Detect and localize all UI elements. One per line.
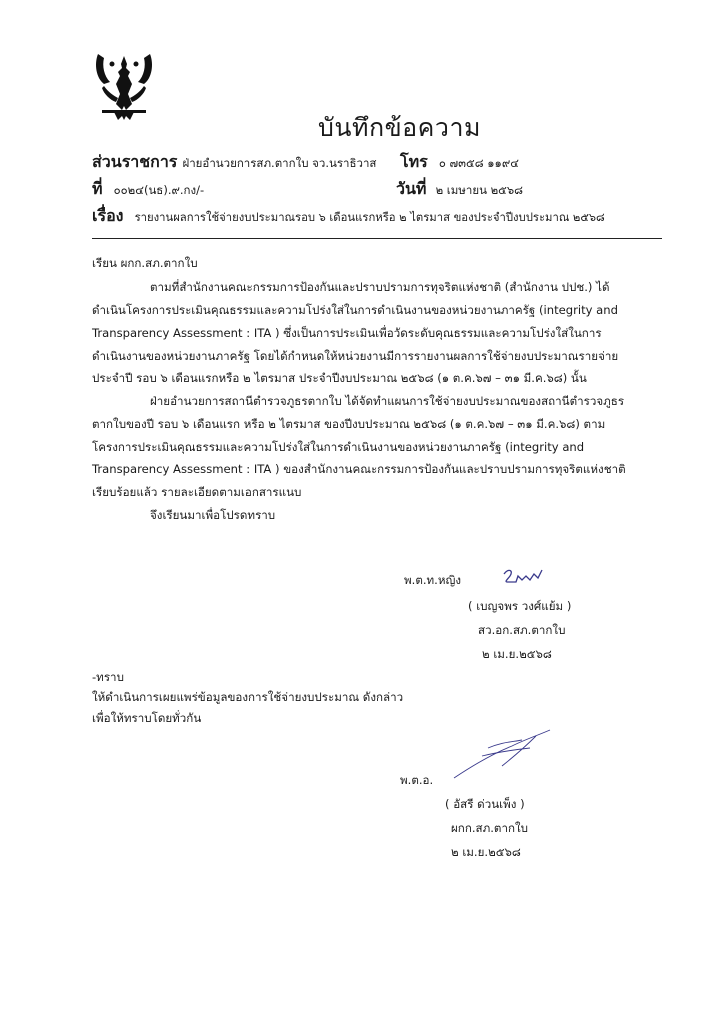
department-row <box>92 150 376 175</box>
paragraph2-line: ฝ่ายอำนวยการสถานีตำรวจภูธรตากใบ ได้จัดทำแผนการใช้จ่ายงบประมาณของสถานีตำรวจภูธร <box>150 394 625 408</box>
endorsement-line: ให้ดำเนินการเผยแพร่ข้อมูลของการใช้จ่ายงบประมาณ ดังกล่าว <box>92 690 404 704</box>
reference-row <box>92 177 204 202</box>
garuda-emblem-icon <box>92 50 156 122</box>
signature-1-icon <box>500 566 550 588</box>
endorsement-note: -ทราบ <box>92 670 124 684</box>
signatory2-rank: พ.ต.อ. <box>400 773 434 787</box>
subject-value: รายงานผลการใช้จ่ายงบประมาณรอบ ๖ เดือนแรกหรือ ๒ ไตรมาส ของประจำปีงบประมาณ ๒๕๖๘ <box>134 211 605 224</box>
signatory2-date: ๒ เม.ย.๒๕๖๘ <box>451 845 521 859</box>
reference-value: ๐๐๒๔(นธ).๙.กง/- <box>113 183 205 197</box>
closing-line: จึงเรียนมาเพื่อโปรดทราบ <box>150 508 276 522</box>
department-label: ส่วนราชการ <box>92 152 178 171</box>
signatory2-position: ผกก.สภ.ตากใบ <box>451 821 529 835</box>
signatory1-rank: พ.ต.ท.หญิง <box>404 573 462 587</box>
salutation: เรียน ผกก.สภ.ตากใบ <box>92 256 198 270</box>
subject-row <box>92 204 605 229</box>
paragraph1-line: ประจำปี รอบ ๖ เดือนแรกหรือ ๒ ไตรมาส ประจำปีงบประมาณ ๒๕๖๘ (๑ ต.ค.๖๗ – ๓๑ มี.ค.๖๘) นั้น <box>92 371 587 385</box>
signatory1-name: ( เบญจพร วงศ์แย้ม ) <box>468 599 572 613</box>
date-row <box>396 177 523 202</box>
phone-label: โทร <box>400 152 428 171</box>
phone-value: ๐ ๗๓๕๘ ๑๑๙๔ <box>438 156 519 170</box>
paragraph1-line: ดำเนินโครงการประเมินคุณธรรมและความโปร่งใส่ในการดำเนินงานของหน่วยงานภาครัฐ (integrity and <box>92 303 618 317</box>
document-title: บันทึกข้อความ <box>318 113 481 142</box>
subject-label: เรื่อง <box>92 206 124 225</box>
paragraph1-line: ดำเนินงานของหน่วยงานภาครัฐ โดยได้กำหนดให้หน่วยงานมีการรายงานผลการใช้จ่ายงบประมาณรายจ่าย <box>92 349 619 363</box>
date-label: วันที่ <box>396 179 427 198</box>
department-value: ฝ่ายอำนวยการสภ.ตากใบ จว.นราธิวาส <box>182 156 377 170</box>
paragraph2-line: Transparency Assessment : ITA ) ของสำนักงานคณะกรรมการป้องกันและปราบปรามการทุจริตแห่งชาติ <box>92 462 626 476</box>
signatory2-name: ( อัสรี ด่วนเพ็ง ) <box>445 797 525 811</box>
phone-row <box>400 150 519 175</box>
paragraph1-line: Transparency Assessment : ITA ) ซึ่งเป็นการประเมินเพื่อวัดระดับคุณธรรมและความโปร่งใส่ในการ <box>92 326 602 340</box>
signatory1-position: สว.อก.สภ.ตากใบ <box>478 623 566 637</box>
signatory1-date: ๒ เม.ย.๒๕๖๘ <box>482 647 552 661</box>
paragraph2-line: เรียบร้อยแล้ว รายละเอียดตามเอกสารแนบ <box>92 485 302 499</box>
header-divider <box>92 238 662 239</box>
paragraph2-line: ตากใบของปี รอบ ๖ เดือนแรก หรือ ๒ ไตรมาส ของปีงบประมาณ ๒๕๖๘ (๑ ต.ค.๖๗ – ๓๑ มี.ค.๖๘) ตาม <box>92 417 606 431</box>
paragraph2-line: โครงการประเมินคุณธรรมและความโปร่งใส่ในการดำเนินงานของหน่วยงานภาครัฐ (integrity and <box>92 440 585 454</box>
signature-2-icon <box>452 726 556 782</box>
endorsement-line: เพื่อให้ทราบโดยทั่วกัน <box>92 711 202 725</box>
reference-label: ที่ <box>92 179 103 198</box>
paragraph1-line: ตามที่สำนักงานคณะกรรมการป้องกันและปราบปรามการทุจริตแห่งชาติ (สำนักงาน ปปช.) ได้ <box>150 280 610 294</box>
date-value: ๒ เมษายน ๒๕๖๘ <box>435 183 524 197</box>
